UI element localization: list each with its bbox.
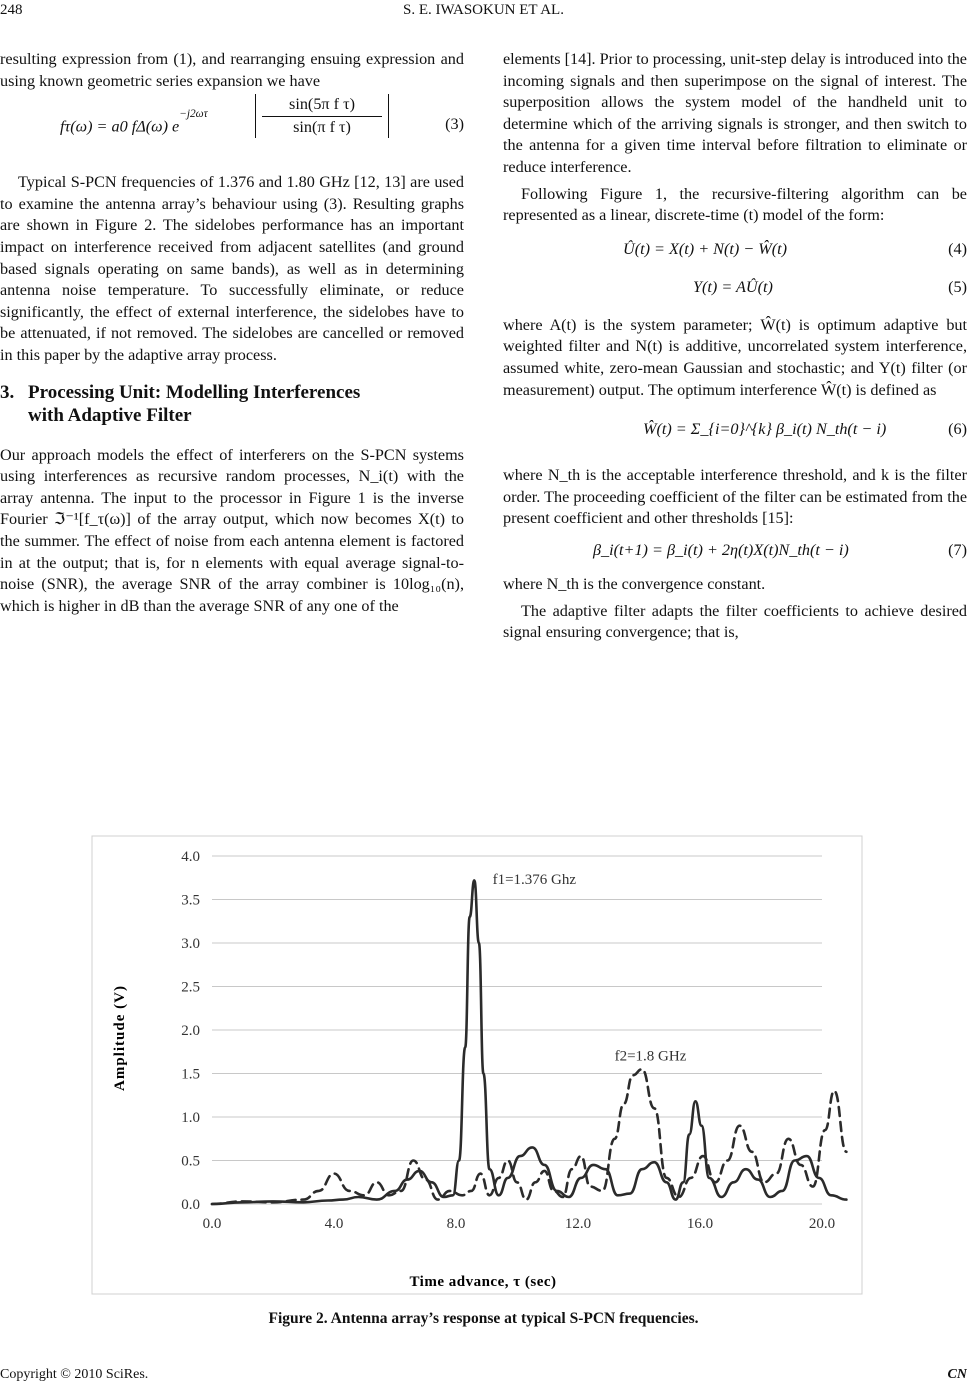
x-tick-label: 20.0 <box>808 1216 836 1232</box>
equation-expr: Y(t) = AÛ(t) <box>693 277 773 296</box>
right-column <box>503 49 967 644</box>
running-title <box>0 2 967 19</box>
paragraph: Our approach models the effect of interferers on the S-PCN systems using interferences as recursive random processes, N_i(t) with the array antenna. The input to the processor in Figure 1 is the inverse Fourier ℑ⁻¹[f_τ(ω)] of the array output, which now becomes X(t) to the summer. The effect of noise from each antenna element is factored in at the output; that is, for n elements with equal average signal-to-noise (SNR), the average SNR of the array combiner is 10log₁₀(n), which is higher in dB than the average SNR of any one of the <box>0 445 464 615</box>
y-axis-label: Amplitude (V) <box>112 985 128 1091</box>
x-tick-label: 16.0 <box>686 1216 714 1232</box>
series-annotation: f1=1.376 Ghz <box>492 871 577 888</box>
equation-expr: Û(t) = X(t) + N(t) − Ŵ(t) <box>623 239 788 258</box>
left-column <box>0 49 464 617</box>
fraction-numerator: sin(5π f τ) <box>262 94 382 117</box>
x-tick-label: 4.0 <box>324 1216 344 1232</box>
equation-7 <box>503 530 967 574</box>
y-tick-label: 1.0 <box>181 1110 200 1126</box>
equation-4 <box>503 227 967 271</box>
paragraph: where N_th is the convergence constant. <box>503 574 766 593</box>
running-title-text: S. E. IWASOKUN ET AL. <box>403 2 564 18</box>
paragraph: The adaptive filter adapts the filter coefficients to achieve desired signal ensuring convergence; that is, <box>503 601 967 642</box>
y-tick-label: 4.0 <box>181 849 200 865</box>
series-annotation: f2=1.8 GHz <box>614 1048 687 1065</box>
equation-lhs: fτ(ω) = a0 fΔ(ω) e <box>60 117 180 136</box>
x-tick-label: 0.0 <box>202 1216 222 1232</box>
y-tick-label: 2.5 <box>181 979 200 996</box>
paragraph: resulting expression from (1), and rearranging ensuing expression and using known geometric series expansion we have <box>0 50 464 90</box>
y-tick-label: 3.0 <box>181 936 200 952</box>
x-axis-label: Time advance, τ (sec) <box>409 1274 557 1290</box>
fraction-denominator: sin(π f τ) <box>293 117 351 136</box>
equation-number: (5) <box>948 277 967 296</box>
equation-3 <box>0 92 464 158</box>
section-heading <box>0 381 464 427</box>
amplitude-chart <box>0 828 967 1308</box>
equation-number: (7) <box>948 540 967 559</box>
y-tick-label: 1.5 <box>181 1066 200 1083</box>
page-number: 248 <box>0 2 23 18</box>
journal-abbrev: CN <box>947 1367 967 1382</box>
equation-6 <box>503 401 967 457</box>
y-tick-label: 0.0 <box>181 1197 200 1213</box>
x-tick-label: 12.0 <box>564 1216 592 1232</box>
paragraph: elements [14]. Prior to processing, unit-step delay is introduced into the incoming signals and then superimpose on the signal of interest. The superposition allows the system model of the handheld unit to determine which of the arriving signals is stronger, and then switch to the antenna for a given time interval before filtration to eliminate or reduce interference. <box>503 50 967 176</box>
equation-number: (6) <box>948 420 967 439</box>
section-title-line1: Processing Unit: Modelling Interferences <box>28 381 361 403</box>
copyright-footer: Copyright © 2010 SciRes. <box>0 1367 149 1382</box>
y-tick-label: 0.5 <box>181 1153 200 1170</box>
paragraph: where A(t) is the system parameter; Ŵ(t) is optimum adaptive but weighted filter and N(t) is additive, uncorrelated system interference, assumed white, zero-mean Gaussian and stochastic; and Y(t) filter (or measurement) output. The optimum interference Ŵ(t) is defined as <box>503 315 967 399</box>
equation-expr: Ŵ(t) = Σ_{i=0}^{k} β_i(t) N_th(t − i) <box>643 420 887 439</box>
y-tick-label: 2.0 <box>181 1023 200 1039</box>
y-tick-label: 3.5 <box>181 892 200 909</box>
y-tick-labels <box>181 849 200 1213</box>
equation-number: (3) <box>445 115 464 134</box>
figure-caption: Figure 2. Antenna array’s response at typical S-PCN frequencies. <box>268 1310 699 1327</box>
equation-exponent: −j2ωτ <box>179 108 208 121</box>
x-tick-label: 8.0 <box>446 1216 466 1232</box>
equation-number: (4) <box>948 239 967 258</box>
paragraph: Following Figure 1, the recursive-filtering algorithm can be represented as a linear, discrete-time (t) model of the form: <box>503 184 967 225</box>
equation-expr: β_i(t+1) = β_i(t) + 2η(t)X(t)N_th(t − i) <box>593 540 849 559</box>
paragraph: Typical S-PCN frequencies of 1.376 and 1.80 GHz [12, 13] are used to examine the antenna array’s behaviour using (3). Resulting graphs are shown in Figure 2. The sidelobes performance has an important impact on interference received from adjacent satellites (and ground based signals operating on same bands), as well as in determining antenna noise temperature. To successfully eliminate, or reduce significantly, the effect of external interference, the sidelobes have to be attenuated, if not removed. The sidelobes are cancelled or removed in this paper by the adaptive array process. <box>0 173 464 364</box>
section-number: 3. <box>0 381 15 403</box>
section-title-line2: with Adaptive Filter <box>28 404 192 426</box>
equation-5 <box>503 271 967 311</box>
paragraph: where N_th is the acceptable interference threshold, and k is the filter order. The proceeding coefficient of the filter can be estimated from the present coefficient and other thresholds [15]: <box>503 466 967 528</box>
